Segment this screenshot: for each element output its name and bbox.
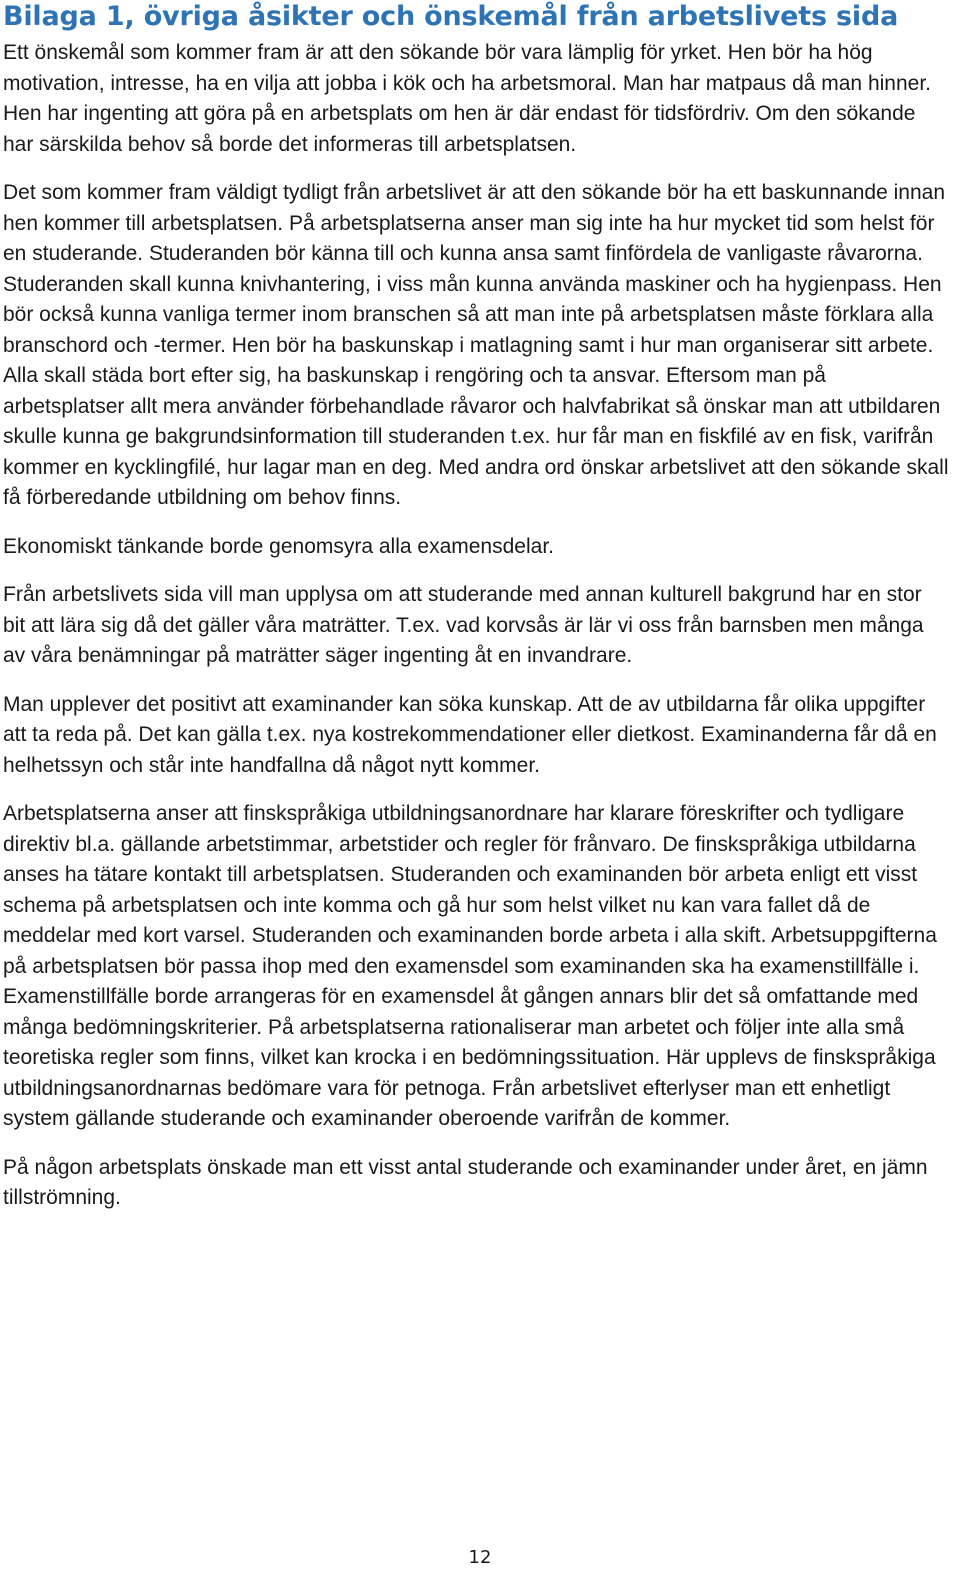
paragraph-seeking-knowledge: Man upplever det positivt att examinander kan söka kunskap. Att de av utbildarna får olika uppgifter att ta reda på. Det kan gälla t.ex. nya kostrekommendationer eller dietkost. Examinanderna får då en helhetssyn och står inte handfallna då något nytt kommer. [3,692,937,777]
paragraph-cultural-background: Från arbetslivets sida vill man upplysa om att studerande med annan kulturell bakgrund har en stor bit att lära sig då det gäller våra maträtter. T.ex. vad korvsås är lär vi oss från barnsben men många av våra benämningar på maträtter säger ingenting åt en invandrare. [3,583,924,667]
paragraph-even-inflow: På någon arbetsplats önskade man ett visst antal studerande och examinander under året, en jämn tillströmning. [3,1155,928,1209]
page-heading: Bilaga 1, övriga åsikter och önskemål från arbetslivets sida [3,1,899,32]
paragraph-suitability: Ett önskemål som kommer fram är att den sökande bör vara lämplig för yrket. Hen bör ha hög motivation, intresse, ha en vilja att jobba i kök och ha arbetsmoral. Man har matpaus då man hinner. Hen har ingenting att göra på en arbetsplats om hen är där endast för tidsfördriv. Om den sökande har särskilda behov så borde det informeras till arbetsplatsen. [3,41,931,156]
paragraph-workplace-directives: Arbetsplatserna anser att finskspråkiga utbildningsanordnare har klarare föreskrifter och tydligare direktiv bl.a. gällande arbetstimmar, arbetstider och regler för frånvaro. De finskspråkiga utbildarna anses ha tätare kontakt till arbetsplatsen. Studeranden och examinanden bör arbeta enligt ett visst schema på arbetsplatsen och inte komma och gå hur som helst vilket nu kan vara fallet då de meddelar med kort varsel. Studeranden och examinanden borde arbeta i alla skift. Arbetsuppgifterna på arbetsplatsen bör passa ihop med den examensdel som examinanden ska ha examenstillfälle i. Examenstillfälle borde arrangeras för en examensdel åt gången annars blir det så omfattande med många bedömningskriterier. På arbetsplatserna rationaliserar man arbetet och följer inte alla små teoretiska regler som finns, vilket kan krocka i en bedömningssituation. Här upplevs de finskspråkiga utbildningsanordnarnas bedömare vara för petnoga. Från arbetslivet efterlyser man ett enhetligt system gällande studerande och examinander oberoende varifrån de kommer. [3,802,937,1130]
document-page [3,0,949,1214]
paragraph-economic-thinking: Ekonomiskt tänkande borde genomsyra alla examensdelar. [3,534,554,558]
paragraph-basic-skills: Det som kommer fram väldigt tydligt från arbetslivet är att den sökande bör ha ett baskunnande innan hen kommer till arbetsplatsen. På arbetsplatserna anser man sig inte ha hur mycket tid som helst för en studerande. Studeranden bör känna till och kunna ansa samt finfördela de vanligaste råvarorna. Studeranden skall kunna knivhantering, i viss mån kunna använda maskiner och ha hygienpass. Hen bör också kunna vanliga termer inom branschen så att man inte på arbetsplatsen måste förklara alla branschord och -termer. Hen bör ha baskunskap i matlagning samt i hur man organiserar sitt arbete. Alla skall städa bort efter sig, ha baskunskap i rengöring och ta ansvar. Eftersom man på arbetsplatser allt mera använder förbehandlade råvaror och halvfabrikat så önskar man att utbildaren skulle kunna ge bakgrundsinformation till studeranden t.ex. hur får man en fiskfilé av en fisk, varifrån kommer en kycklingfilé, hur lagar man en deg. Med andra ord önskar arbetslivet att den sökande skall få förberedande utbildning om behov finns. [3,181,949,509]
page-number: 12 [468,1547,492,1568]
